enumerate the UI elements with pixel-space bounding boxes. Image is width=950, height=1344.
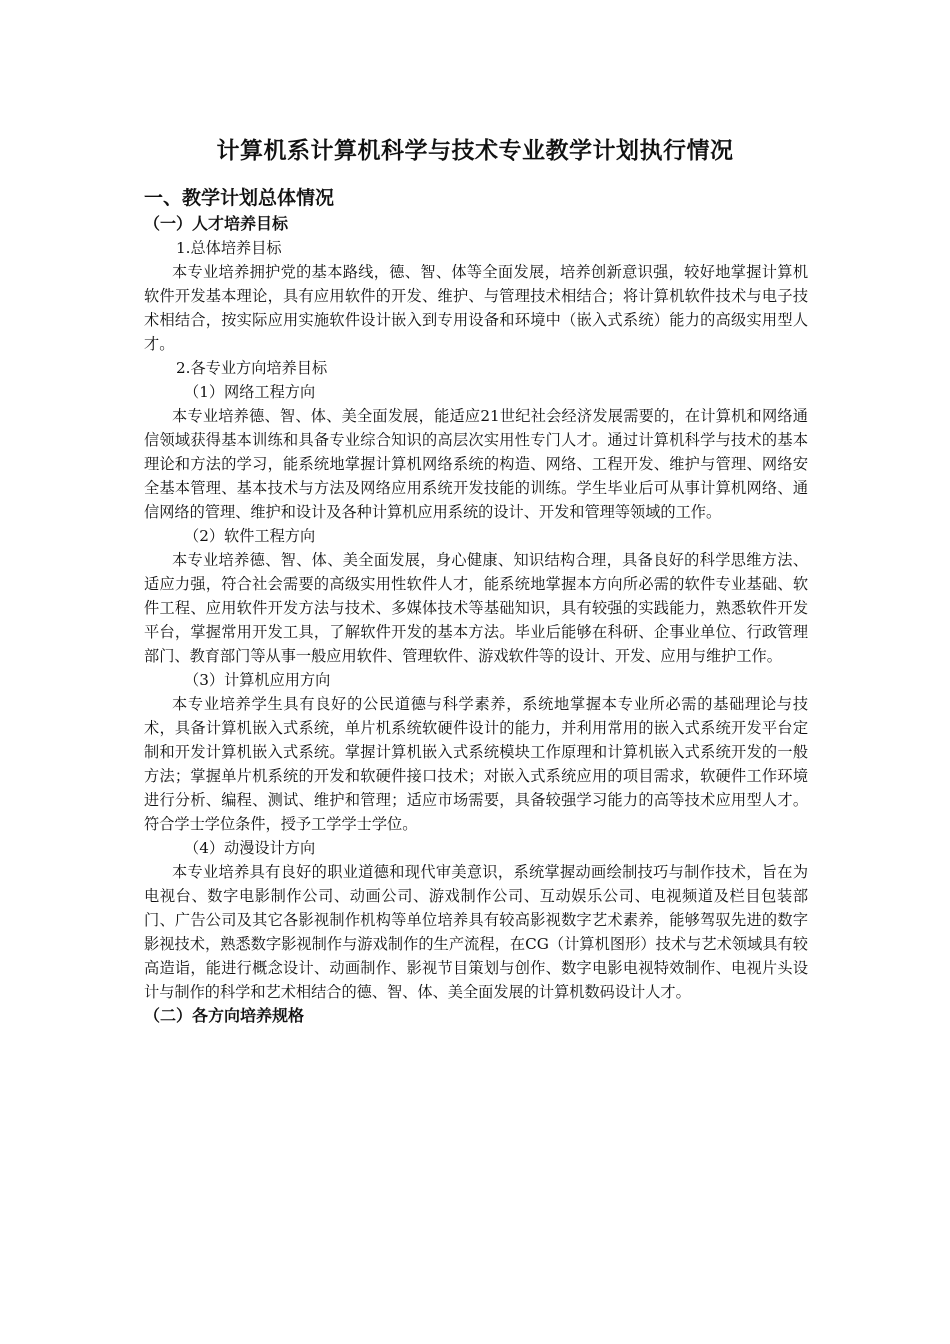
section-heading: 一、教学计划总体情况 — [144, 187, 335, 209]
document-body — [144, 184, 808, 1028]
direction-heading-software: （2）软件工程方向 — [184, 527, 316, 545]
paragraph-application: 本专业培养学生具有良好的公民道德与科学素养，系统地掌握本专业所必需的基础理论与技术，具备计算机嵌入式系统，单片机系统软硬件设计的能力，并利用常用的嵌入式系统开发平台定制和开发计算机嵌入式系统。掌握计算机嵌入式系统模块工作原理和计算机嵌入式系统开发的一般方法；掌握单片机系统的开发和软硬件接口技术；对嵌入式系统应用的项目需求，软硬件工作环境进行分析、编程、测试、维护和管理；适应市场需要，具备较强学习能力的高等技术应用型人才。符合学士学位条件，授予工学学士学位。 — [144, 695, 808, 833]
item-heading-direction-goals: 2.各专业方向培养目标 — [176, 359, 328, 377]
direction-heading-animation: （4）动漫设计方向 — [184, 839, 316, 857]
document-title: 计算机系计算机科学与技术专业教学计划执行情况 — [216, 138, 734, 164]
subsection-heading-talent-goals: （一）人才培养目标 — [144, 214, 289, 233]
paragraph-overall-goal: 本专业培养拥护党的基本路线，德、智、体等全面发展，培养创新意识强，较好地掌握计算机软件开发基本理论，具有应用软件的开发、维护、与管理技术相结合；将计算机软件技术与电子技术相结合，按实际应用实施软件设计嵌入到专用设备和环境中（嵌入式系统）能力的高级实用型人才。 — [144, 263, 808, 353]
paragraph-animation: 本专业培养具有良好的职业道德和现代审美意识，系统掌握动画绘制技巧与制作技术，旨在为电视台、数字电影制作公司、动画公司、游戏制作公司、互动娱乐公司、电视频道及栏目包装部门、广告公司及其它各影视制作机构等单位培养具有较高影视数字艺术素养，能够驾驭先进的数字影视技术，熟悉数字影视制作与游戏制作的生产流程，在CG（计算机图形）技术与艺术领域具有较高造诣，能进行概念设计、动画制作、影视节目策划与创作、数字电影电视特效制作、电视片头设计与制作的科学和艺术相结合的德、智、体、美全面发展的计算机数码设计人才。 — [144, 863, 808, 1001]
subsection-heading-specifications: （二）各方向培养规格 — [144, 1006, 305, 1025]
direction-heading-network: （1）网络工程方向 — [184, 383, 316, 401]
paragraph-network: 本专业培养德、智、体、美全面发展，能适应21世纪社会经济发展需要的，在计算机和网络通信领域获得基本训练和具备专业综合知识的高层次实用性专门人才。通过计算机科学与技术的基本理论和方法的学习，能系统地掌握计算机网络系统的构造、网络、工程开发、维护与管理、网络安全基本管理、基本技术与方法及网络应用系统开发技能的训练。学生毕业后可从事计算机网络、通信网络的管理、维护和设计及各种计算机应用系统的设计、开发和管理等领域的工作。 — [144, 407, 808, 521]
direction-heading-application: （3）计算机应用方向 — [184, 671, 331, 689]
paragraph-software: 本专业培养德、智、体、美全面发展，身心健康、知识结构合理，具备良好的科学思维方法、适应力强，符合社会需要的高级实用性软件人才，能系统地掌握本方向所必需的软件专业基础、软件工程、应用软件开发方法与技术、多媒体技术等基础知识，具有较强的实践能力，熟悉软件开发平台，掌握常用开发工具，了解软件开发的基本方法。毕业后能够在科研、企事业单位、行政管理部门、教育部门等从事一般应用软件、管理软件、游戏软件等的设计、开发、应用与维护工作。 — [144, 551, 808, 665]
item-heading-overall-goal: 1.总体培养目标 — [176, 239, 282, 257]
